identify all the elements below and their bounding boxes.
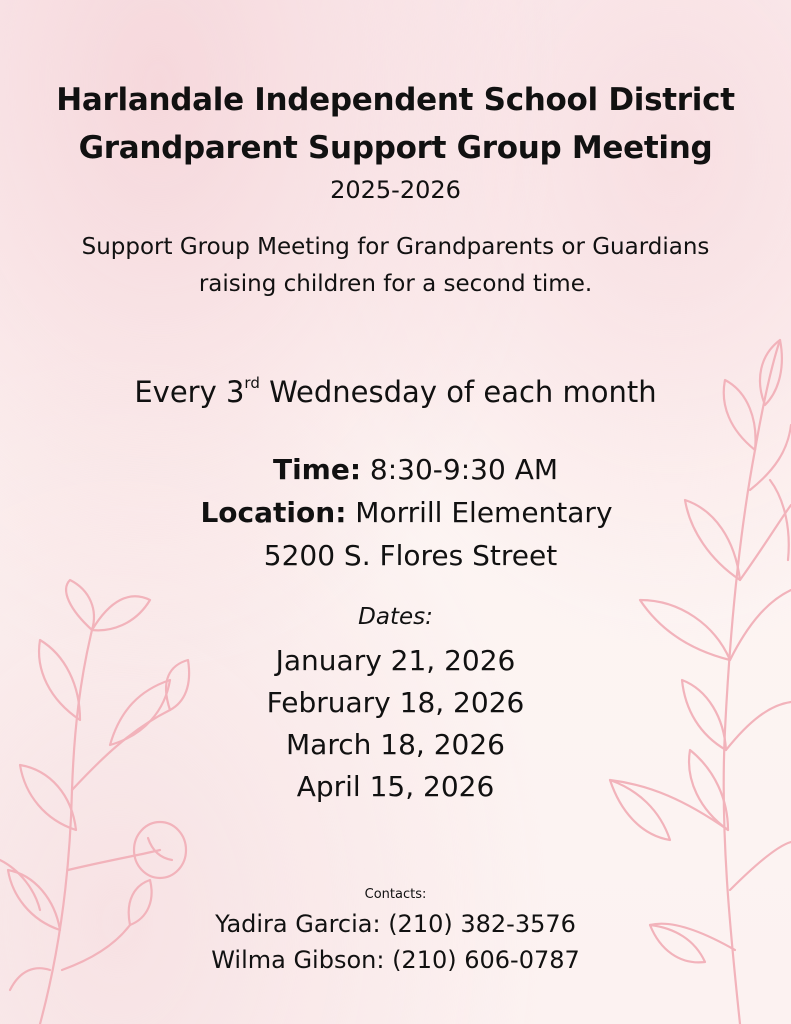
location-address: 5200 S. Flores Street	[263, 539, 558, 572]
meeting-date: March 18, 2026	[286, 728, 505, 761]
time-value: 8:30-9:30 AM	[361, 453, 559, 486]
description-line-2: raising children for a second time.	[198, 271, 593, 297]
time-line	[20, 448, 791, 491]
meeting-schedule	[0, 374, 791, 409]
title-line-district: Harlandale Independent School District	[56, 82, 735, 118]
contact-entry: Wilma Gibson: (210) 606-0787	[211, 946, 580, 974]
schedule-prefix: Every 3	[134, 375, 245, 409]
school-year: 2025-2026	[330, 176, 461, 204]
contacts-label: Contacts:	[364, 887, 427, 902]
contact-entry: Yadira Garcia: (210) 382-3576	[215, 910, 576, 938]
time-label: Time:	[272, 453, 362, 486]
meeting-description	[0, 229, 791, 303]
schedule-suffix: Wednesday of each month	[259, 375, 657, 409]
location-value: Morrill Elementary	[346, 496, 613, 529]
location-line	[11, 491, 791, 534]
meeting-date: April 15, 2026	[296, 770, 495, 803]
location-label: Location:	[200, 496, 347, 529]
meeting-date: January 21, 2026	[275, 644, 516, 677]
dates-label: Dates:	[358, 604, 433, 630]
contacts-list	[0, 906, 791, 978]
meeting-date: February 18, 2026	[266, 686, 525, 719]
meeting-dates-list	[0, 640, 791, 808]
description-line-1: Support Group Meeting for Grandparents or Guardians	[81, 234, 710, 260]
title-line-meeting: Grandparent Support Group Meeting	[78, 130, 713, 166]
schedule-ordinal: rd	[244, 374, 260, 392]
flyer-title	[0, 76, 791, 172]
